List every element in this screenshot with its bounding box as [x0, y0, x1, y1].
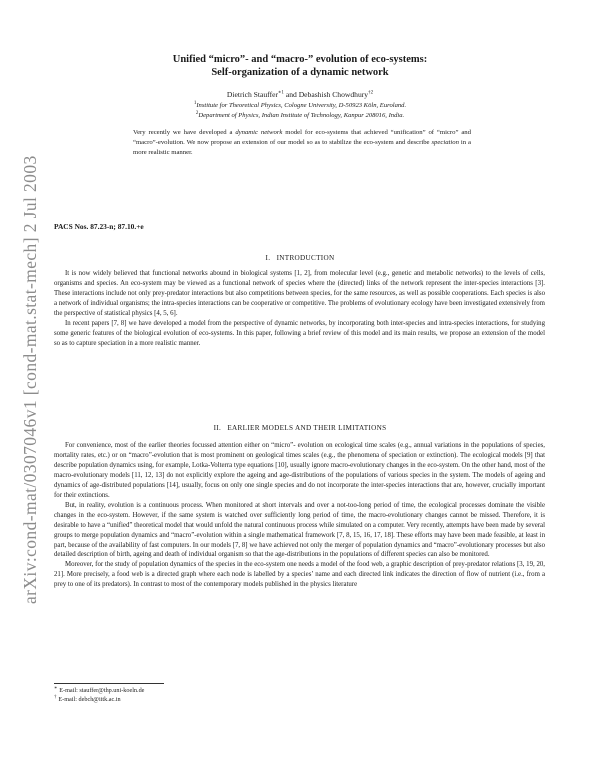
footnotes — [54, 686, 144, 705]
section-heading-introduction: I. INTRODUCTION — [265, 254, 335, 262]
pacs-numbers: PACS Nos. 87.23-n; 87.10.+e — [54, 222, 144, 231]
abstract — [133, 128, 471, 157]
title-line-2: Self-organization of a dynamic network — [211, 67, 389, 78]
paragraph: It is now widely believed that functional networks abound in biological systems [1, 2], from molecular level (e.g., genetic and metabolic networks) to the levels of cells, organisms and species. An eco-system may be viewed as a functional network of species where the (directed) links of the network represent the inter-species interactions [3]. These interactions include not only prey-predator interactions but also competitions between species, for the same resources, as well as possible cooperations. Each species is also a network of individual organisms; the intra-species interactions can be cooperative or competitive. The problems of evolutionary ecology have been investigated extensively from the perspective of statistical physics [4, 5, 6]. — [54, 270, 545, 317]
paragraph: Moreover, for the study of population dynamics of the species in the eco-system one needs a model of the food web, a graphic description of prey-predator relations [3, 19, 20, 21]. More precisely, a food web is a directed graph where each node is labelled by a species’ name and each directed link indicates the direction of flow of nutrient (i.e., from a prey to one of its predators). In contrast to most of the contemporary models published in the physics literature — [54, 561, 545, 589]
section-introduction-body — [54, 269, 545, 349]
author-connector: and — [283, 90, 299, 99]
abstract-emphasis-speciation: speciation — [431, 138, 459, 146]
affiliation-1-mark: 1 — [193, 100, 197, 106]
author-stauffer: Dietrich Stauffer — [226, 90, 279, 99]
footnote-2-email: E-mail: debch@iitk.ac.in — [58, 696, 121, 704]
affiliation-1-text: Institute for Theoretical Physics, Cologne University, D-50923 Köln, Euroland. — [196, 102, 407, 109]
footnote-1-mark: ∗ — [54, 685, 58, 691]
arxiv-identifier: arXiv:cond-mat/0307046v1 [cond-mat.stat-mech] 2 Jul 2003 — [20, 155, 40, 604]
affiliation-1 — [0, 102, 600, 109]
author-chowdhury: Debashish Chowdhury — [298, 90, 369, 99]
affiliation-2-mark: 2 — [195, 110, 199, 116]
section-heading-earlier-models: II. EARLIER MODELS AND THEIR LIMITATIONS — [213, 424, 387, 432]
author-chowdhury-mark: †2 — [368, 90, 374, 96]
abstract-emphasis-dynamic-network: dynamic network — [235, 129, 283, 136]
author-stauffer-mark: ∗1 — [278, 90, 284, 96]
paragraph: For convenience, most of the earlier theories focussed attention either on “micro”- evolution on ecological time scales (e.g., annual variations in the populations of species, mortality rates, etc.) or on “macro”-evolution that is most prominent on geological times scales (e.g., the phenomena of speciation or extinction). The ecological models [9] that describe population dynamics using, for example, Lotka-Volterra type equations [10], usually ignore macro-evolutionary changes in the eco-system. On the other hand, most of the macro-evolutionary models [11, 12, 13] do not explicitly explore the ageing and age-distributions of the populations of various species in the system. The models of ageing and dynamics of age-distributed populations [14], usually, focus on only one single species and do not incorporate the inter-species interactions that are, however, crucially important for their extinctions. — [54, 442, 545, 499]
section-earlier-models-body — [54, 441, 545, 590]
author-list — [0, 90, 600, 99]
paragraph: But, in reality, evolution is a continuous process. When monitored at short intervals and over a not-too-long period of time, the ecological processes dominate the visible changes in the eco-system. However, if the same system is watched over sufficiently long period of time, the macro-evolutionary changes cannot be missed. Therefore, it is desirable to have a “unified” theoretical model that would unfold the natural continuous process while simulated on a computer. Very recently, attempts have been made by several groups to merge population dynamics and “macro”-evolution within a single mathematical framework [7, 8, 15, 16, 17, 18]. These efforts may have been made feasible, at least in part, because of the availability of fast computers. In our models [7, 8] we have achieved not only the merger of population dynamics and “macro”-evolutionary processes but also detailed description of birth, ageing and death of individual organism so that the age-distributions in the populations of different species can also be monitored. — [54, 501, 545, 559]
abstract-text-1: Very recently we have developed a — [133, 129, 236, 136]
footnote-divider — [54, 683, 164, 684]
affiliation-2-text: Department of Physics, Indian Institute of Technology, Kanpur 208016, India. — [198, 112, 405, 119]
abstract-text-2: model for eco-systems that achieved “unification” of “micro” and “macro”-evolution. We now propose an extension of our model so as to stabilize the eco-system and describe — [133, 129, 471, 146]
footnote-2-mark: † — [54, 695, 57, 701]
footnote-1 — [54, 686, 144, 695]
footnote-1-email: E-mail: stauffer@thp.uni-koeln.de — [59, 687, 145, 694]
title-line-1: Unified “micro”- and “macro-” evolution of eco-systems: — [172, 54, 428, 65]
affiliation-2 — [0, 112, 600, 119]
paper-title — [0, 53, 600, 79]
paragraph: In recent papers [7, 8] we have developed a model from the perspective of dynamic networks, by incorporating both inter-species and intra-species interactions, for studying some generic features of the biological evolution of eco-systems. In this paper, following a brief review of this model and its main results, we propose an extension of the model so as to capture speciation in a more realistic manner. — [54, 319, 545, 347]
footnote-2 — [54, 695, 144, 704]
abstract-text-3: in a more realistic manner. — [133, 138, 472, 156]
